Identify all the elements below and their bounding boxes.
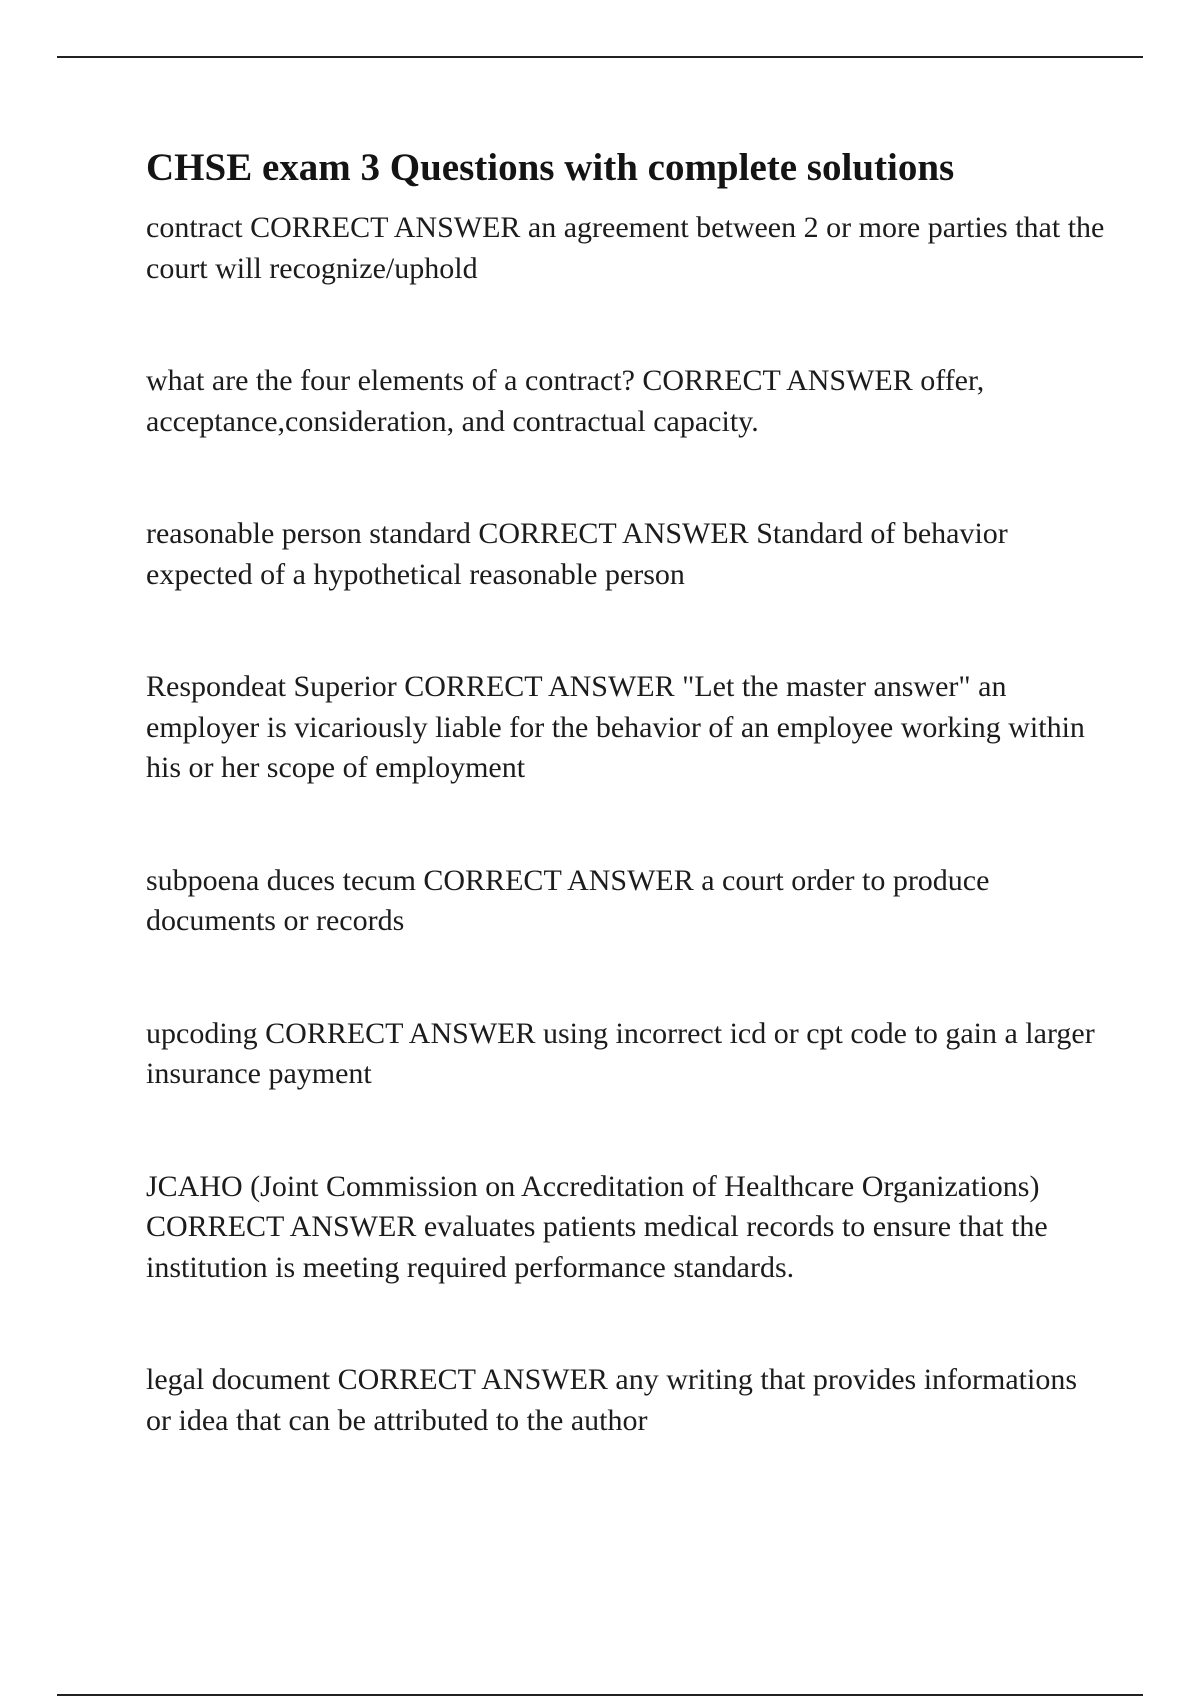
qa-entry-legal-document: legal document CORRECT ANSWER any writing that provides informations or idea that can be attributed to the author — [146, 1363, 1078, 1437]
header-rule — [57, 56, 1143, 58]
qa-entry-contract-elements: what are the four elements of a contract? CORRECT ANSWER offer, acceptance,consideration, and contractual capacity. — [146, 364, 985, 438]
qa-entry-upcoding: upcoding CORRECT ANSWER using incorrect icd or cpt code to gain a larger insurance payment — [146, 1016, 1095, 1090]
qa-entry-subpoena: subpoena duces tecum CORRECT ANSWER a court order to produce documents or records — [146, 863, 990, 937]
footer-rule — [57, 1694, 1143, 1696]
qa-entry-jcaho: JCAHO (Joint Commission on Accreditation of Healthcare Organizations) CORRECT ANSWER evaluates patients medical records to ensure that the institution is meeting required performance standards. — [146, 1169, 1048, 1284]
document-title: CHSE exam 3 Questions with complete solutions — [146, 146, 955, 189]
document-body — [146, 142, 1106, 1441]
qa-entry-reasonable-person: reasonable person standard CORRECT ANSWER Standard of behavior expected of a hypothetical reasonable person — [146, 517, 1008, 591]
qa-entry-contract: contract CORRECT ANSWER an agreement between 2 or more parties that the court will recognize/uphold — [146, 211, 1105, 285]
qa-entry-respondeat-superior: Respondeat Superior CORRECT ANSWER "Let the master answer" an employer is vicariously liable for the behavior of an employee working within his or her scope of employment — [146, 670, 1085, 784]
